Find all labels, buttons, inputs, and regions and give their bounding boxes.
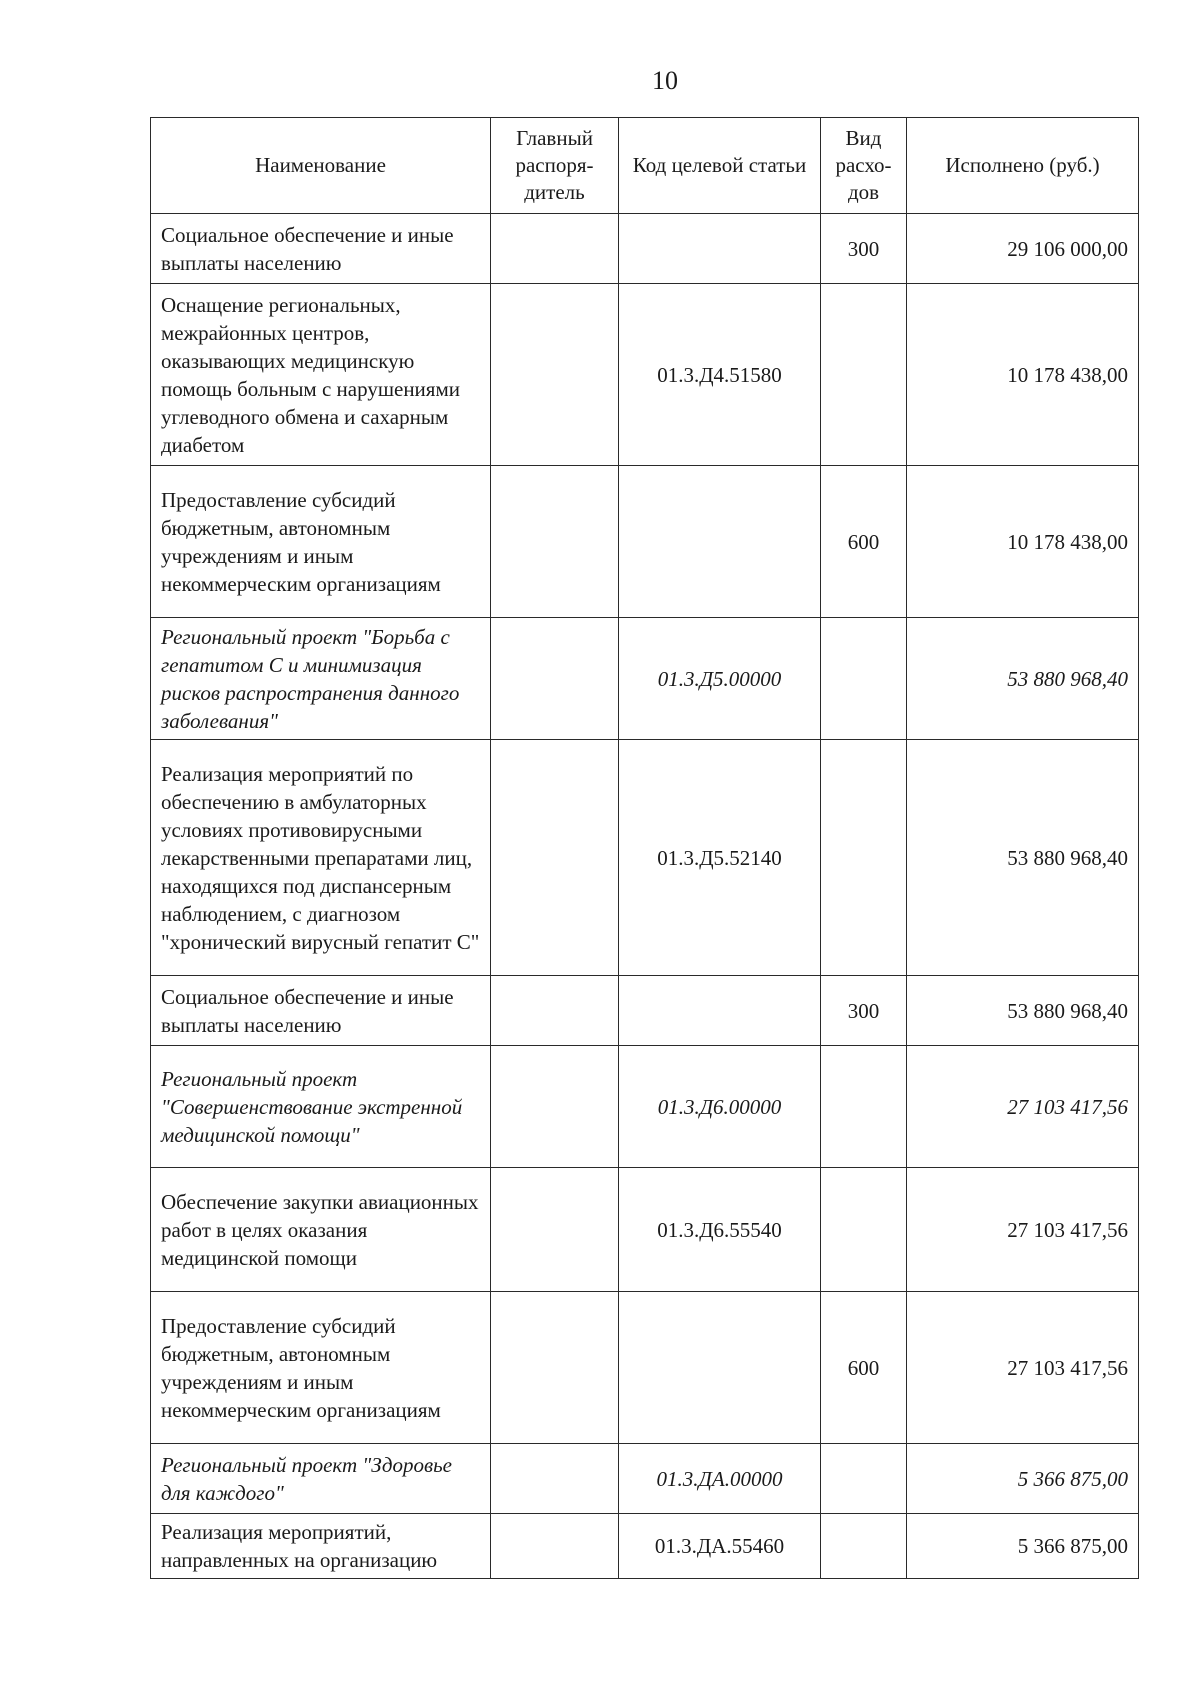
table-row — [151, 466, 1139, 618]
cell-code — [619, 214, 821, 284]
cell-amount: 27 103 417,56 — [907, 1046, 1139, 1168]
cell-amount: 10 178 438,00 — [907, 284, 1139, 466]
cell-amount: 29 106 000,00 — [907, 214, 1139, 284]
cell-amount: 27 103 417,56 — [907, 1168, 1139, 1292]
table-row — [151, 1292, 1139, 1444]
table-row — [151, 1514, 1139, 1579]
cell-name: Реализация мероприятий, направленных на организацию — [151, 1514, 491, 1579]
table-row — [151, 284, 1139, 466]
table-row — [151, 1168, 1139, 1292]
cell-type — [821, 284, 907, 466]
cell-type: 600 — [821, 466, 907, 618]
header-type: Вид расхо-дов — [821, 118, 907, 214]
header-name: Наименование — [151, 118, 491, 214]
cell-code — [619, 1292, 821, 1444]
cell-admin — [491, 976, 619, 1046]
cell-type — [821, 1168, 907, 1292]
cell-admin — [491, 214, 619, 284]
header-admin: Главный распоря-дитель — [491, 118, 619, 214]
cell-code: 01.3.Д6.55540 — [619, 1168, 821, 1292]
cell-amount: 53 880 968,40 — [907, 618, 1139, 740]
cell-admin — [491, 1046, 619, 1168]
cell-amount: 27 103 417,56 — [907, 1292, 1139, 1444]
cell-admin — [491, 1444, 619, 1514]
cell-name: Социальное обеспечение и иные выплаты населению — [151, 214, 491, 284]
cell-admin — [491, 740, 619, 976]
cell-code — [619, 976, 821, 1046]
cell-admin — [491, 1514, 619, 1579]
cell-admin — [491, 618, 619, 740]
cell-amount: 53 880 968,40 — [907, 976, 1139, 1046]
cell-code: 01.3.Д6.00000 — [619, 1046, 821, 1168]
cell-name: Социальное обеспечение и иные выплаты населению — [151, 976, 491, 1046]
cell-code — [619, 466, 821, 618]
cell-name: Обеспечение закупки авиационных работ в целях оказания медицинской помощи — [151, 1168, 491, 1292]
cell-type — [821, 618, 907, 740]
cell-name: Оснащение региональных, межрайонных центров, оказывающих медицинскую помощь больным с нарушениями углеводного обмена и сахарным диабетом — [151, 284, 491, 466]
cell-type — [821, 1514, 907, 1579]
cell-admin — [491, 1168, 619, 1292]
table-body — [151, 214, 1139, 1579]
table-row — [151, 214, 1139, 284]
cell-type — [821, 740, 907, 976]
cell-type — [821, 1444, 907, 1514]
table-header-row — [151, 118, 1139, 214]
cell-type — [821, 1046, 907, 1168]
cell-amount: 5 366 875,00 — [907, 1514, 1139, 1579]
cell-code: 01.3.Д5.52140 — [619, 740, 821, 976]
cell-type: 300 — [821, 214, 907, 284]
cell-code: 01.3.Д4.51580 — [619, 284, 821, 466]
cell-admin — [491, 1292, 619, 1444]
cell-name: Региональный проект "Борьба с гепатитом С и минимизация рисков распространения данного заболевания" — [151, 618, 491, 740]
table-row — [151, 740, 1139, 976]
cell-code: 01.3.ДА.00000 — [619, 1444, 821, 1514]
cell-admin — [491, 466, 619, 618]
cell-name: Реализация мероприятий по обеспечению в амбулаторных условиях противовирусными лекарственными препаратами лиц, находящихся под диспансерным наблюдением, с диагнозом "хронический вирусный гепатит С" — [151, 740, 491, 976]
table-row — [151, 1046, 1139, 1168]
cell-amount: 10 178 438,00 — [907, 466, 1139, 618]
cell-name: Предоставление субсидий бюджетным, автономным учреждениям и иным некоммерческим организациям — [151, 466, 491, 618]
table-row — [151, 618, 1139, 740]
header-amount: Исполнено (руб.) — [907, 118, 1139, 214]
cell-name: Региональный проект "Совершенствование экстренной медицинской помощи" — [151, 1046, 491, 1168]
table-row — [151, 976, 1139, 1046]
cell-type: 600 — [821, 1292, 907, 1444]
cell-code: 01.3.Д5.00000 — [619, 618, 821, 740]
cell-name: Региональный проект "Здоровье для каждого" — [151, 1444, 491, 1514]
page-number: 10 — [652, 66, 678, 95]
cell-amount: 53 880 968,40 — [907, 740, 1139, 976]
cell-type: 300 — [821, 976, 907, 1046]
cell-admin — [491, 284, 619, 466]
cell-amount: 5 366 875,00 — [907, 1444, 1139, 1514]
budget-execution-table — [150, 117, 1139, 1579]
table-row — [151, 1444, 1139, 1514]
cell-name: Предоставление субсидий бюджетным, автономным учреждениям и иным некоммерческим организациям — [151, 1292, 491, 1444]
header-code: Код целевой статьи — [619, 118, 821, 214]
cell-code: 01.3.ДА.55460 — [619, 1514, 821, 1579]
